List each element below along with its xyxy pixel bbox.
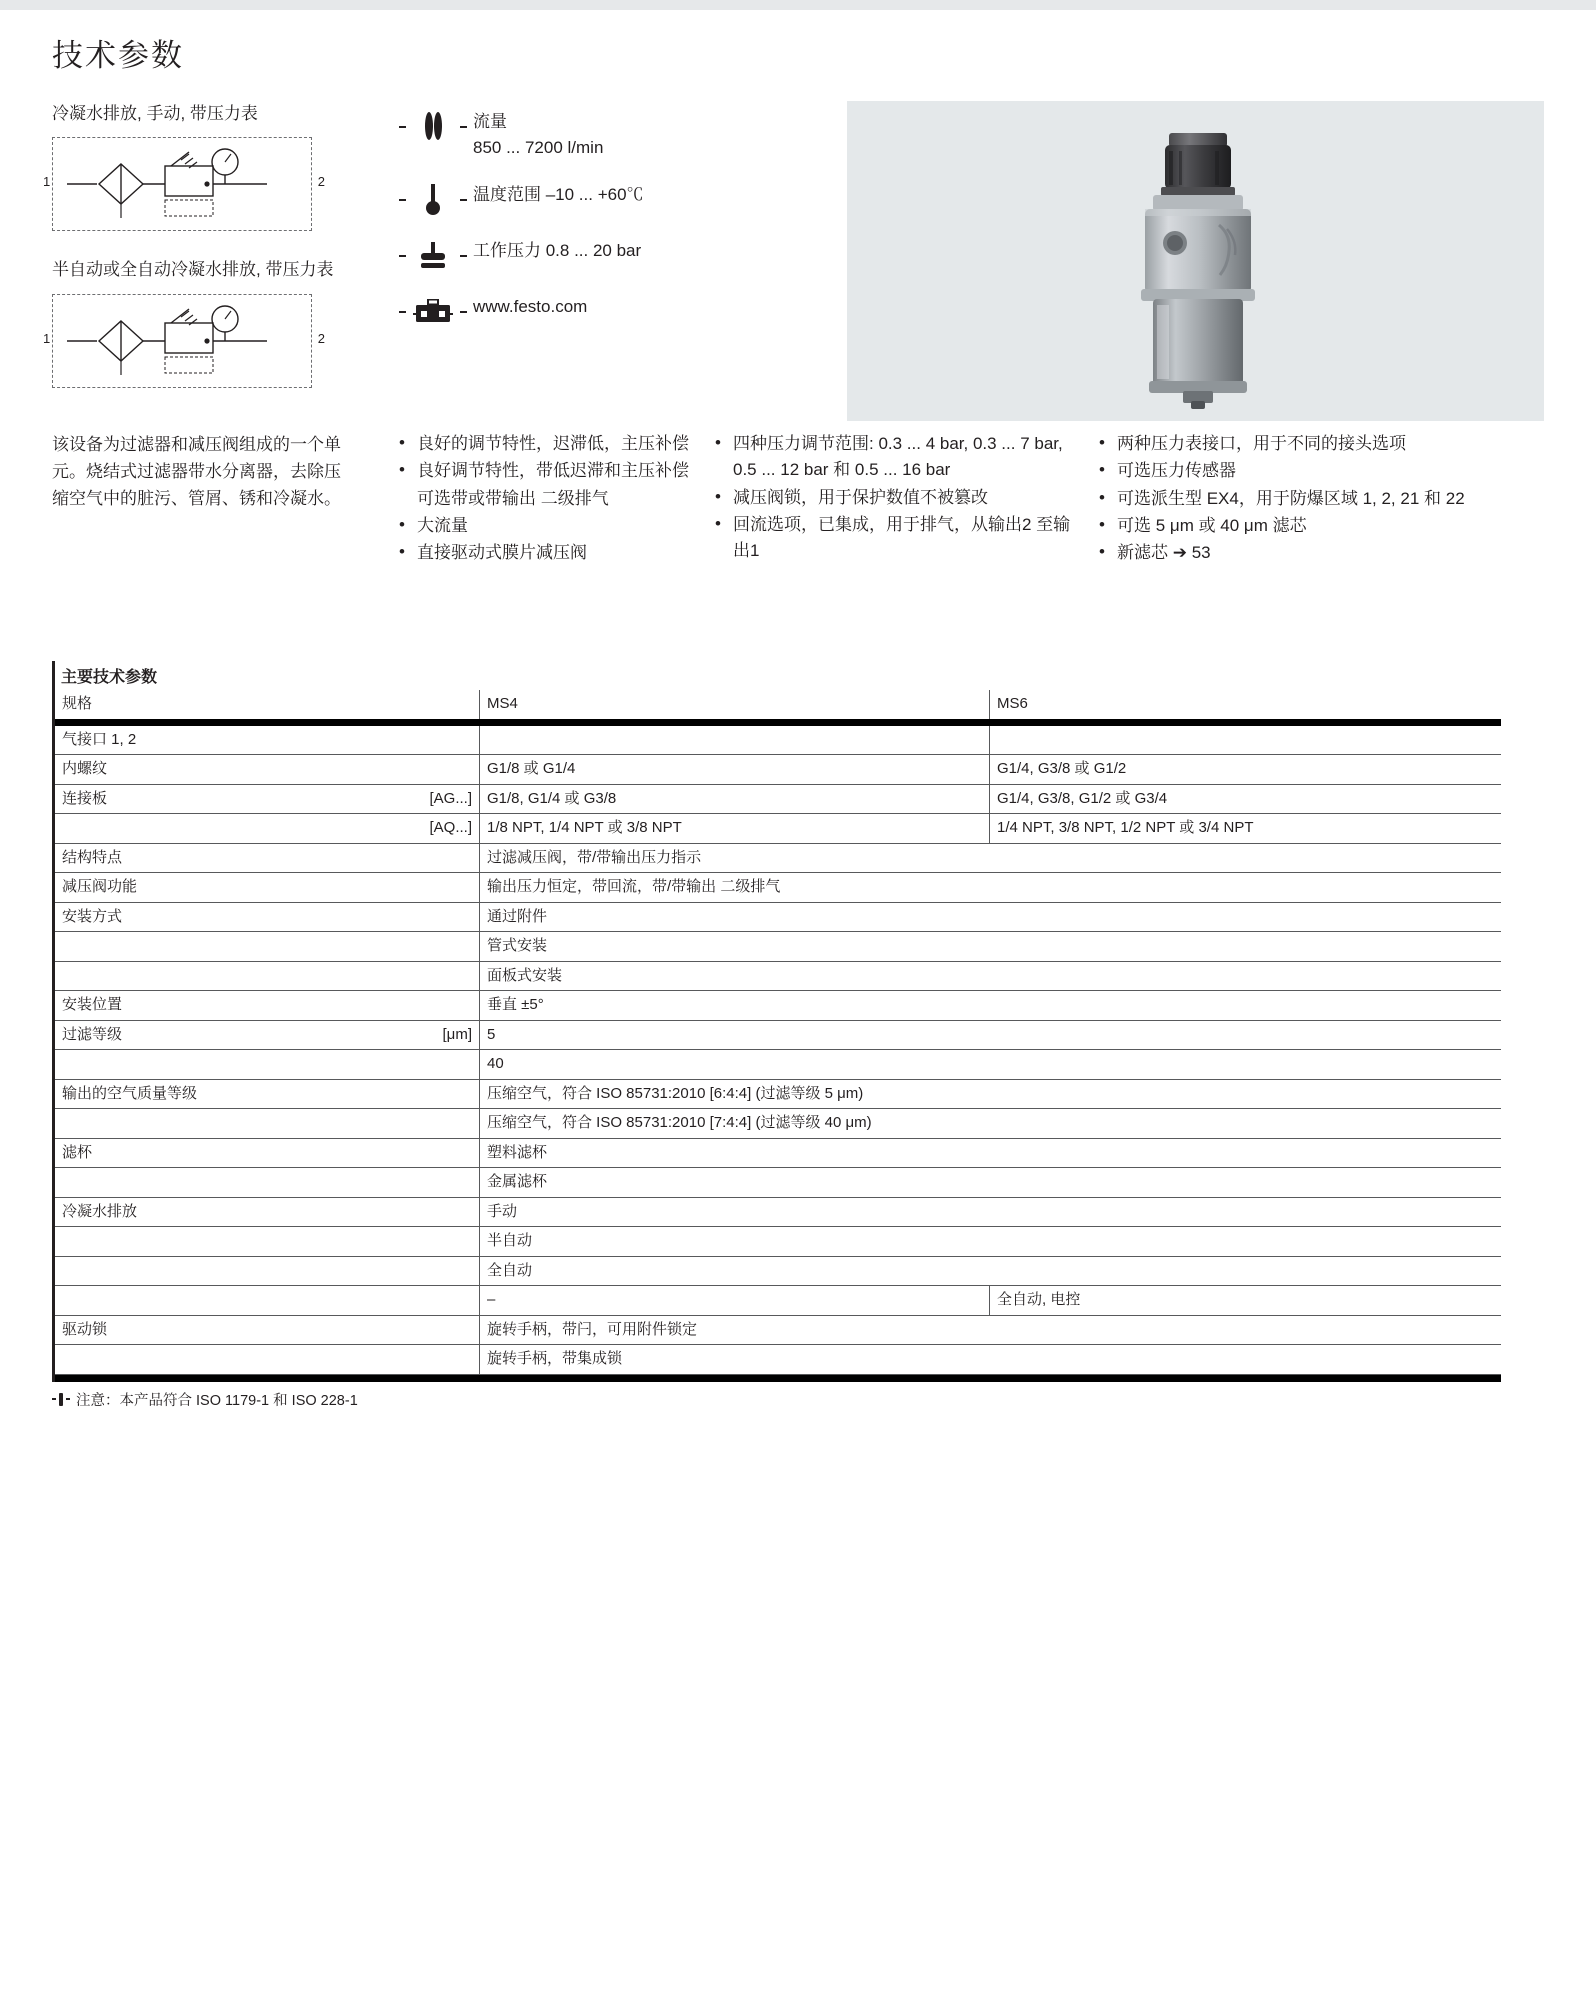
list-item: • 减压阀锁，用于保护数值不被篡改: [713, 485, 1081, 511]
features-section: [52, 431, 1544, 661]
row-value: 金属滤杯: [480, 1168, 1501, 1198]
schematic-column: [43, 101, 372, 414]
row-value: 压缩空气，符合 ISO 85731:2010 [7:4:4] (过滤等级 40 μm): [480, 1109, 1501, 1139]
row-label: [54, 814, 376, 844]
row-value: 40: [480, 1050, 1501, 1080]
list-item: • 可选派生型 EX4，用于防爆区域 1, 2, 21 和 22: [1097, 486, 1465, 512]
row-ms6: 1/4 NPT, 3/8 NPT, 1/2 NPT 或 3/4 NPT: [990, 814, 1501, 844]
row-unit: [376, 932, 480, 962]
row-value: 垂直 ±5°: [480, 991, 1501, 1021]
schematic-2-port-out: 2: [317, 330, 325, 346]
table-row: [54, 1256, 1501, 1286]
row-value: 过滤减压阀，带/带输出压力指示: [480, 843, 1501, 873]
row-unit: [376, 726, 480, 755]
row-label: 连接板: [54, 784, 376, 814]
row-unit: [376, 1315, 480, 1345]
table-row: [54, 991, 1501, 1021]
list-item: • 两种压力表接口，用于不同的接头选项: [1097, 431, 1465, 457]
row-label: [54, 1050, 376, 1080]
page-top-band: [0, 0, 1596, 10]
row-ms6: G1/4, G3/8, G1/2 或 G3/4: [990, 784, 1501, 814]
row-label: 输出的空气质量等级: [54, 1079, 376, 1109]
spec-text-temperature: [469, 182, 644, 208]
row-label: [54, 1256, 376, 1286]
table-row: [54, 726, 1501, 755]
row-unit: [376, 902, 480, 932]
footnote-text: 注意：本产品符合 ISO 1179-1 和 ISO 228-1: [76, 1392, 358, 1409]
row-value: 全自动: [480, 1256, 1501, 1286]
row-ms6: [990, 726, 1501, 755]
row-value: 塑料滤杯: [480, 1138, 1501, 1168]
row-label: 冷凝水排放: [54, 1197, 376, 1227]
table-row: [54, 932, 1501, 962]
table-footnote: [52, 1389, 1544, 1410]
header-spec: 规格: [54, 690, 376, 719]
spec-icon-list: [397, 109, 687, 350]
row-unit: [376, 1138, 480, 1168]
table-row: [54, 755, 1501, 785]
table-row: [54, 1345, 1501, 1375]
schematic-1-port-in: 1: [43, 174, 51, 190]
table-header-row: [54, 690, 1501, 719]
row-value: 输出压力恒定，带回流，带/带输出 二级排气: [480, 873, 1501, 903]
header-ms6: MS6: [990, 690, 1501, 719]
row-unit: [376, 843, 480, 873]
upper-section: [43, 101, 1544, 421]
row-unit: [376, 873, 480, 903]
list-item: • 回流选项，已集成，用于排气，从输出2 至输出1: [713, 512, 1081, 565]
table-row: [54, 902, 1501, 932]
row-value: 手动: [480, 1197, 1501, 1227]
row-value: 5: [480, 1020, 1501, 1050]
table-row: [54, 1109, 1501, 1139]
table-row: [54, 814, 1501, 844]
bullet-column-1: [397, 431, 713, 568]
row-label: 气接口 1, 2: [54, 726, 376, 755]
row-value: 压缩空气，符合 ISO 85731:2010 [6:4:4] (过滤等级 5 μm): [480, 1079, 1501, 1109]
spec-text-flow: [469, 109, 603, 160]
table-row: [54, 1050, 1501, 1080]
spec-label-website[interactable]: www.festo.com: [473, 297, 588, 316]
spec-row-temperature: [397, 182, 687, 216]
list-item: • 可选 5 μm 或 40 μm 滤芯: [1097, 513, 1465, 539]
row-label: [54, 1286, 376, 1316]
feature-bullet-columns: [52, 431, 1544, 568]
toolbox-icon: [397, 294, 469, 328]
row-unit: [376, 1109, 480, 1139]
row-label: 过滤等级: [54, 1020, 376, 1050]
row-label: [54, 1109, 376, 1139]
thermometer-icon: [397, 182, 469, 216]
row-label: 滤杯: [54, 1138, 376, 1168]
table-row: [54, 873, 1501, 903]
row-label: [54, 932, 376, 962]
list-item: • 大流量: [397, 513, 697, 539]
row-unit: [376, 1168, 480, 1198]
list-item: • 四种压力调节范围: 0.3 ... 4 bar, 0.3 ... 7 bar, 0.5 ... 12 bar 和 0.5 ... 16 bar: [713, 431, 1081, 484]
list-item: • 良好调节特性，带低迟滞和主压补偿: [397, 458, 697, 484]
schematic-diagram-1: [43, 137, 325, 231]
spec-label-pressure: 工作压力 0.8 ... 20 bar: [473, 241, 642, 260]
schematic-diagram-2: [43, 294, 325, 388]
list-item: 可选带或带输出 二级排气: [417, 488, 609, 508]
spec-label-temperature: 温度范围 –10 ... +60℃: [473, 185, 644, 204]
row-value: 旋转手柄，带集成锁: [480, 1345, 1501, 1375]
list-item: • 可选压力传感器: [1097, 458, 1465, 484]
table-row: [54, 1138, 1501, 1168]
table-row: [54, 843, 1501, 873]
row-value: 通过附件: [480, 902, 1501, 932]
row-ms6: G1/4, G3/8 或 G1/2: [990, 755, 1501, 785]
list-item[interactable]: • 新滤芯 ➔ 53: [1097, 540, 1465, 566]
product-description: 该设备为过滤器和减压阀组成的一个单元。烧结式过滤器带水分离器，去除压缩空气中的脏污、管屑、锈和冷凝水。: [52, 435, 341, 509]
table-row: [54, 961, 1501, 991]
row-unit: [376, 1227, 480, 1257]
row-unit: [376, 1050, 480, 1080]
table-row: [54, 1168, 1501, 1198]
list-item: • 良好的调节特性，迟滞低，主压补偿: [397, 431, 697, 457]
schematic-caption-1: 冷凝水排放, 手动, 带压力表: [52, 104, 258, 123]
spec-row-flow: [397, 109, 687, 160]
note-icon: [52, 1393, 70, 1406]
table-bottom-rule: [54, 1374, 1501, 1382]
page-content: [43, 30, 1544, 1410]
table-row: [54, 1079, 1501, 1109]
spec-text-website: [469, 294, 587, 320]
row-unit: [376, 1079, 480, 1109]
spec-text-pressure: [469, 238, 641, 264]
row-value: 面板式安装: [480, 961, 1501, 991]
row-label: 安装方式: [54, 902, 376, 932]
row-ms4: –: [480, 1286, 990, 1316]
row-unit: [376, 755, 480, 785]
flow-icon: [397, 109, 469, 143]
table-row: [54, 1315, 1501, 1345]
row-unit: [376, 1345, 480, 1375]
row-label: 安装位置: [54, 991, 376, 1021]
bullet-column-3: [1097, 431, 1481, 568]
table-row: [54, 1197, 1501, 1227]
table-header-rule: [54, 719, 1501, 726]
row-label: [54, 1168, 376, 1198]
table-row: [54, 1286, 1501, 1316]
row-label: 减压阀功能: [54, 873, 376, 903]
row-ms4: [480, 726, 990, 755]
row-unit: [376, 991, 480, 1021]
table-row: [54, 784, 1501, 814]
spec-label-flow: 流量: [473, 112, 507, 131]
row-label: [54, 961, 376, 991]
row-ms4: G1/8, G1/4 或 G3/8: [480, 784, 990, 814]
table-title: 主要技术参数: [52, 661, 1544, 690]
row-value: 管式安装: [480, 932, 1501, 962]
header-unit: [376, 690, 480, 719]
row-unit: [376, 1197, 480, 1227]
schematic-1-port-out: 2: [317, 174, 325, 190]
row-label: 驱动锁: [54, 1315, 376, 1345]
product-photo: [847, 101, 1544, 421]
table-row: [54, 1020, 1501, 1050]
row-ms6: 全自动, 电控: [990, 1286, 1501, 1316]
spec-row-pressure: [397, 238, 687, 272]
row-unit: [376, 961, 480, 991]
row-unit: [376, 1286, 480, 1316]
schematic-2-port-in: 1: [43, 330, 51, 346]
row-label: 结构特点: [54, 843, 376, 873]
row-ms4: G1/8 或 G1/4: [480, 755, 990, 785]
spec-row-website[interactable]: [397, 294, 687, 328]
pressure-icon: [397, 238, 469, 272]
row-unit: [376, 1256, 480, 1286]
bullet-column-2: [713, 431, 1097, 568]
row-label: 内螺纹: [54, 755, 376, 785]
row-label: [54, 1345, 376, 1375]
row-ms4: 1/8 NPT, 1/4 NPT 或 3/8 NPT: [480, 814, 990, 844]
row-label: [54, 1227, 376, 1257]
row-value: 旋转手柄，带闩，可用附件锁定: [480, 1315, 1501, 1345]
header-ms4: MS4: [480, 690, 990, 719]
row-unit: [AQ...]: [376, 814, 480, 844]
spec-value-flow: 850 ... 7200 l/min: [473, 137, 604, 157]
technical-data-table: [52, 690, 1501, 1382]
list-item: • 直接驱动式膜片减压阀: [397, 540, 697, 566]
row-value: 半自动: [480, 1227, 1501, 1257]
row-unit: [AG...]: [376, 784, 480, 814]
row-unit: [μm]: [376, 1020, 480, 1050]
table-row: [54, 1227, 1501, 1257]
page-title: 技术参数: [52, 38, 184, 73]
schematic-caption-2: 半自动或全自动冷凝水排放, 带压力表: [52, 260, 334, 280]
